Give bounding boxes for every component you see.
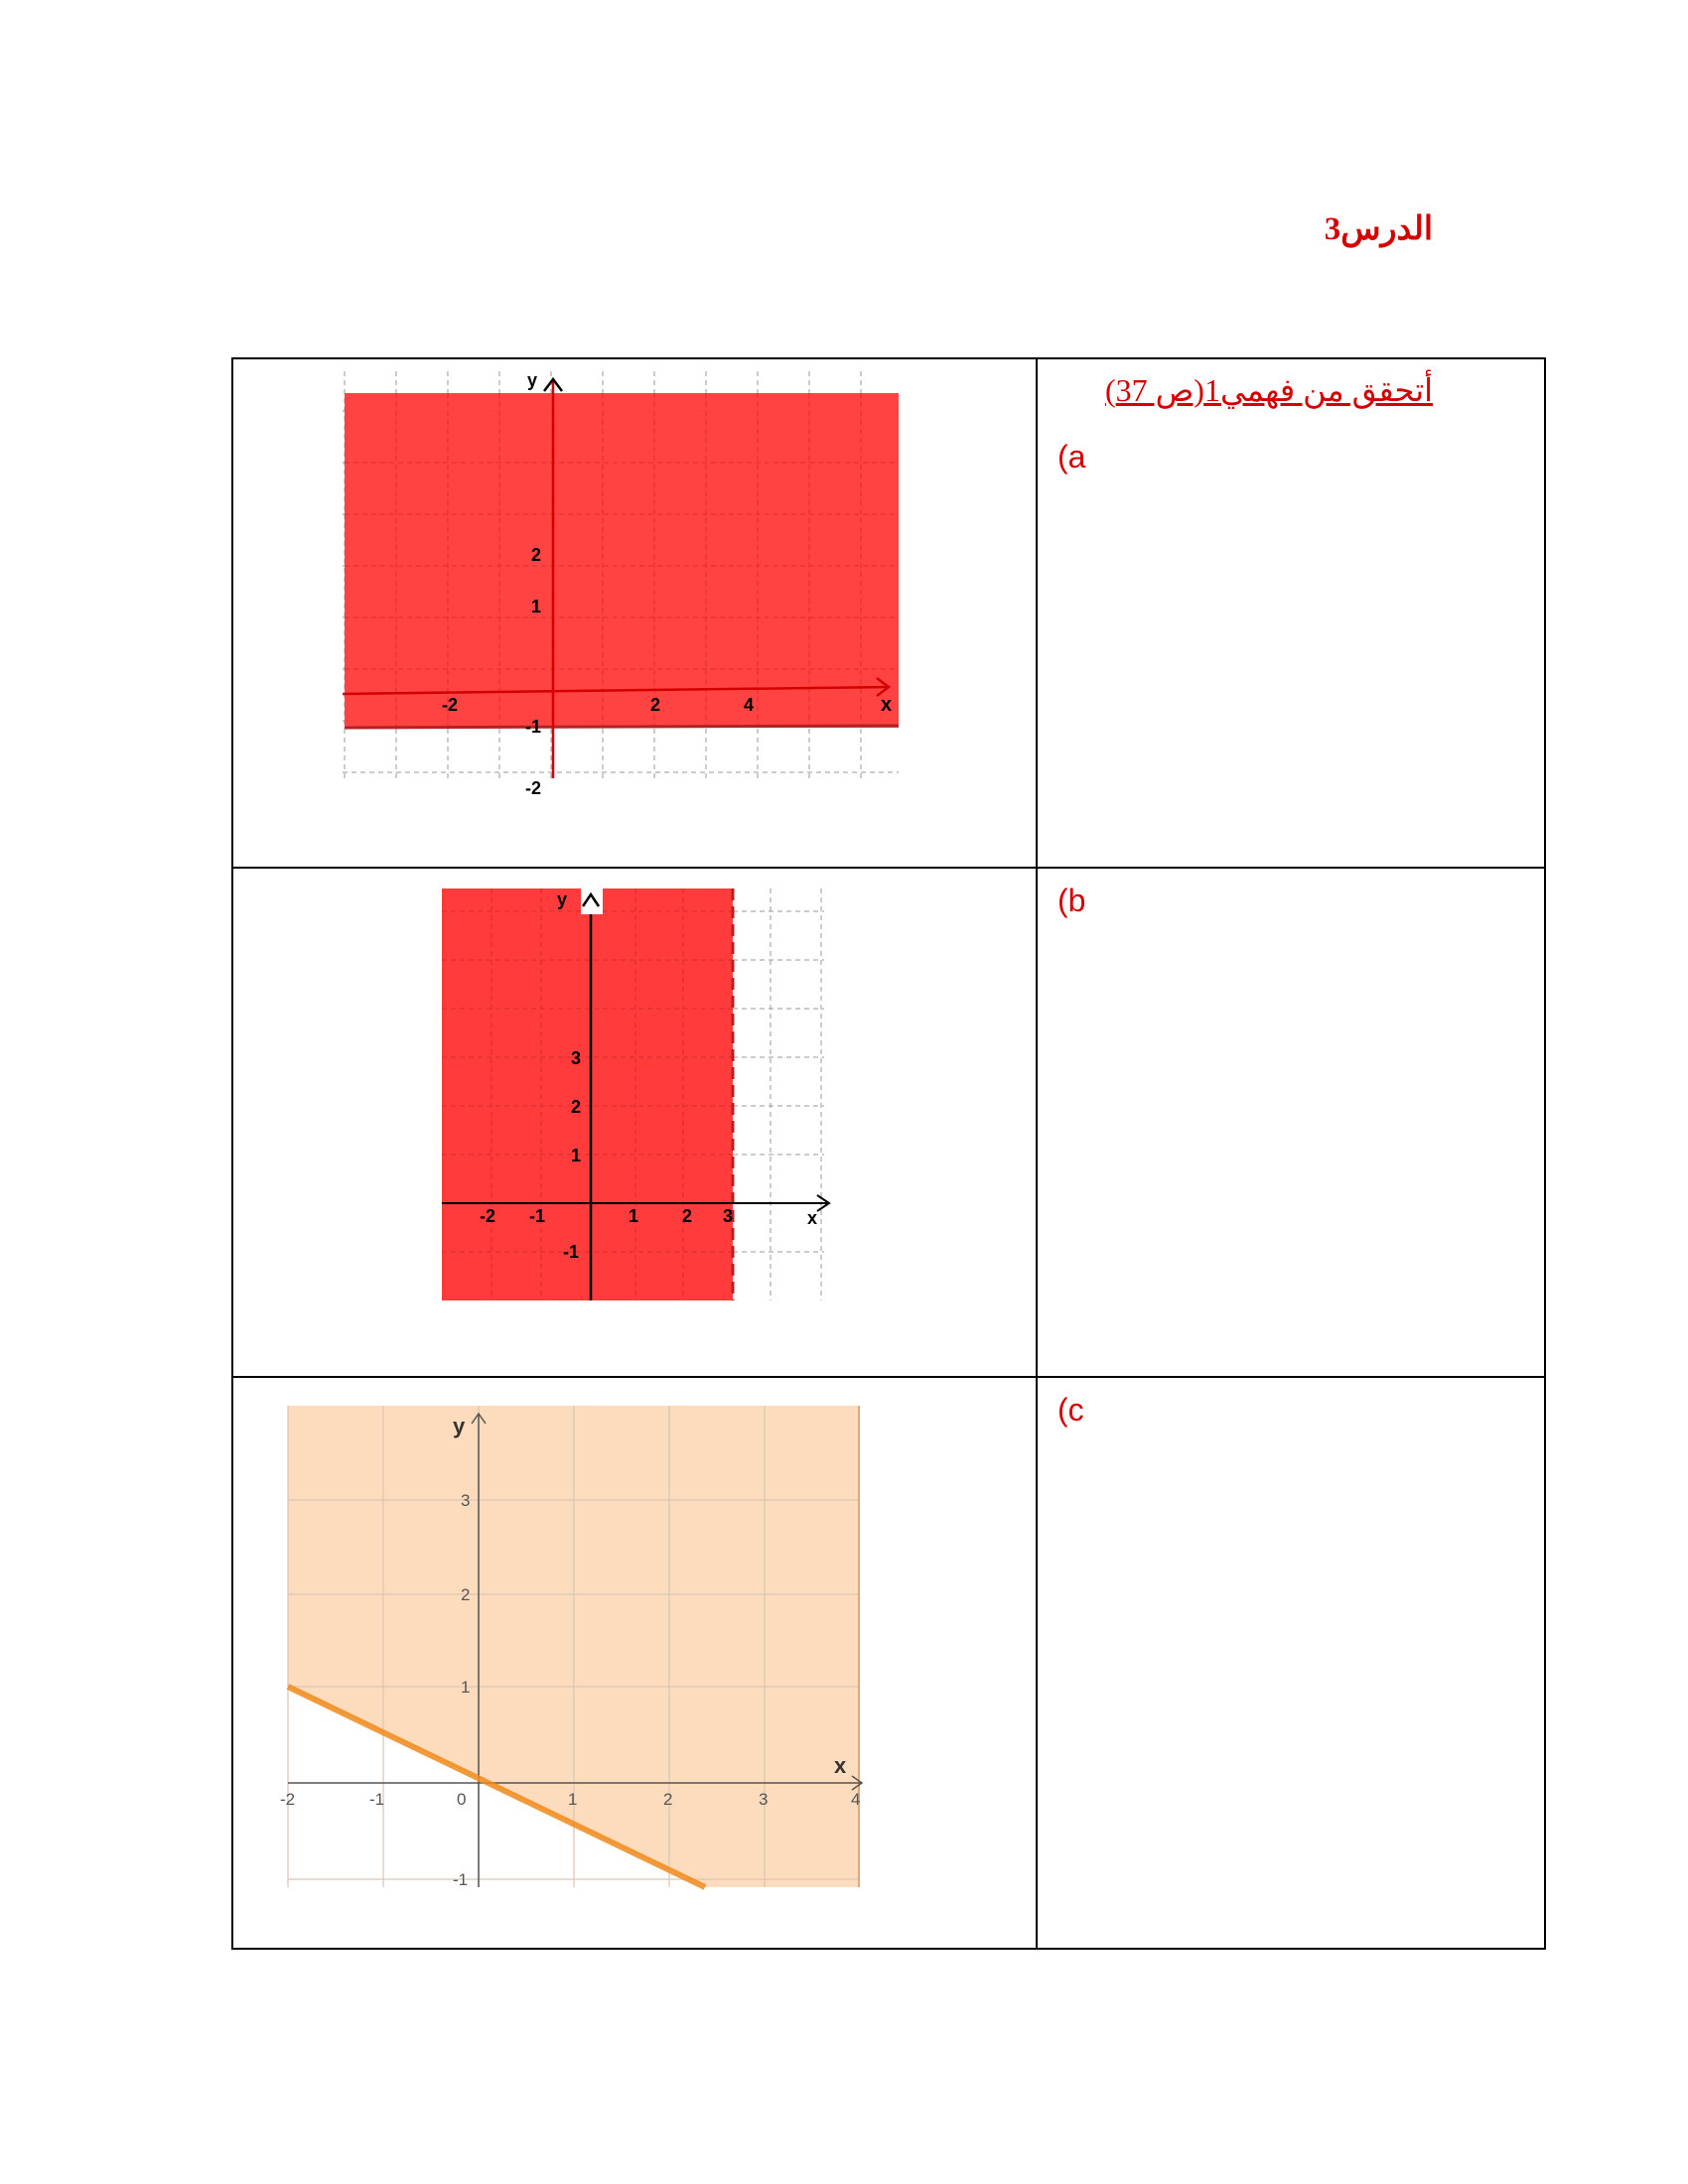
y-tick-label: 1	[461, 1678, 471, 1697]
y-tick-label: -2	[525, 778, 542, 798]
x-tick-label: 2	[650, 695, 661, 715]
x-axis-label: x	[834, 1753, 847, 1778]
y-axis-label: y	[557, 889, 568, 909]
text-cell-b	[1037, 868, 1545, 1377]
graph-a	[343, 371, 899, 798]
worksheet-table	[231, 357, 1546, 1950]
table-row	[232, 1377, 1545, 1949]
graph-cell-a	[232, 358, 1037, 868]
text-cell-c	[1037, 1377, 1545, 1949]
x-tick-label: 3	[759, 1790, 769, 1809]
part-label-a: (a	[1057, 439, 1086, 475]
y-tick-label: 2	[531, 545, 542, 565]
graph-cell-c	[232, 1377, 1037, 1949]
lesson-title: الدرس3	[1324, 211, 1433, 247]
x-tick-label: 4	[744, 695, 755, 715]
x-tick-label: 4	[851, 1790, 861, 1809]
text-cell-a	[1037, 358, 1545, 868]
y-tick-label: 1	[531, 597, 542, 616]
shaded-region	[442, 888, 733, 1300]
boundary-line	[345, 726, 899, 728]
y-tick-label: -1	[525, 717, 542, 737]
graph-b	[442, 888, 839, 1315]
part-label-c: (c	[1057, 1392, 1084, 1428]
y-tick-label: -1	[563, 1242, 580, 1262]
table-row	[232, 358, 1545, 868]
y-axis-label: y	[527, 371, 538, 390]
x-tick-label: 3	[723, 1206, 734, 1226]
x-tick-label: 2	[663, 1790, 673, 1809]
graph-c	[278, 1406, 874, 1922]
part-label-b: (b	[1057, 883, 1086, 918]
graph-cell-b	[232, 868, 1037, 1377]
shaded-region	[345, 393, 899, 728]
check-understanding-title: أتحقق من فهمي1(ص 37)	[1104, 372, 1433, 408]
x-tick-label: 2	[682, 1206, 693, 1226]
x-tick-label: -2	[280, 1790, 296, 1809]
x-tick-label: -1	[529, 1206, 546, 1226]
x-axis-label: x	[881, 694, 893, 716]
x-axis-label: x	[807, 1208, 818, 1228]
x-tick-label: -2	[442, 695, 459, 715]
y-tick-label: 2	[571, 1097, 582, 1117]
y-tick-label: 1	[571, 1146, 582, 1165]
table-row	[232, 868, 1545, 1377]
y-tick-label: 3	[461, 1491, 471, 1510]
x-tick-label: 0	[457, 1790, 467, 1809]
x-tick-label: 1	[629, 1206, 639, 1226]
y-tick-label: 3	[571, 1048, 582, 1068]
y-tick-label: 2	[461, 1585, 471, 1604]
x-tick-label: -1	[369, 1790, 385, 1809]
y-axis-label: y	[453, 1414, 466, 1438]
y-tick-label: -1	[453, 1870, 469, 1889]
x-tick-label: -2	[480, 1206, 496, 1226]
x-tick-label: 1	[568, 1790, 578, 1809]
